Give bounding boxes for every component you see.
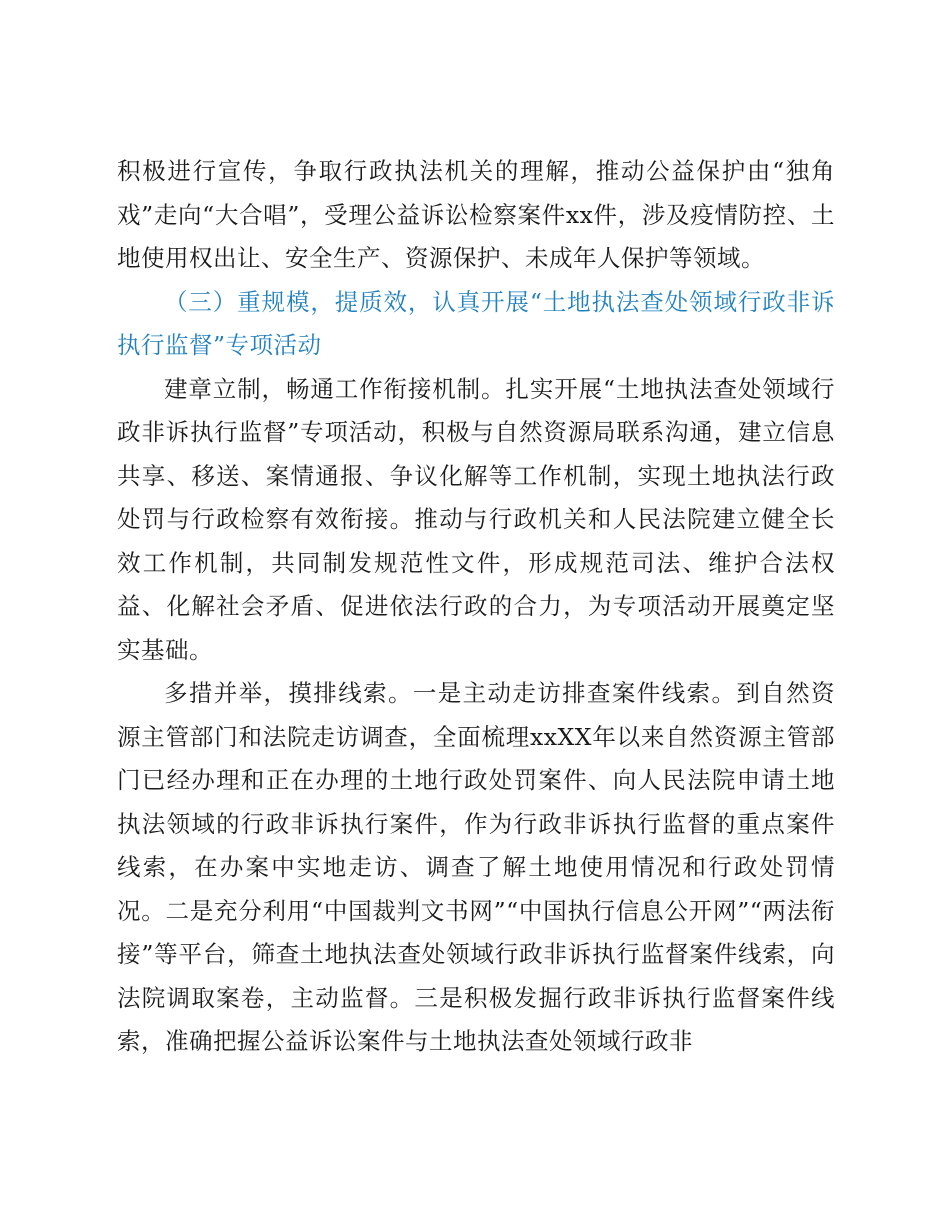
paragraph-continuation: 积极进行宣传，争取行政执法机关的理解，推动公益保护由“独角戏”走向“大合唱”，受理公益诉讼检察案件xx件，涉及疫情防控、土地使用权出让、安全生产、资源保护、未成年人保护等领域。	[117, 157, 835, 272]
section-heading: （三）重规模，提质效，认真开展“土地执法查处领域行政非诉执行监督”专项活动	[117, 287, 835, 359]
paragraph-clues: 多措并举，摸排线索。一是主动走访排查案件线索。到自然资源主管部门和法院走访调查，全面梳理xxXX年以来自然资源主管部门已经办理和正在办理的土地行政处罚案件、向人民法院申请土地执法领域的行政非诉执行案件，作为行政非诉执行监督的重点案件线索，在办案中实地走访、调查了解土地使用情况和行政处罚情况。二是充分利用“中国裁判文书网”“中国执行信息公开网”“两法衔接”等平台，筛查土地执法查处领域行政非诉执行监督案件线索，向法院调取案卷，主动监督。三是积极发掘行政非诉执行监督案件线索，准确把握公益诉讼案件与土地执法查处领域行政非	[117, 679, 835, 1055]
paragraph-mechanism: 建章立制，畅通工作衔接机制。扎实开展“土地执法查处领域行政非诉执行监督”专项活动，积极与自然资源局联系沟通，建立信息共享、移送、案情通报、争议化解等工作机制，实现土地执法行政处罚与行政检察有效衔接。推动与行政机关和人民法院建立健全长效工作机制，共同制发规范性文件，形成规范司法、维护合法权益、化解社会矛盾、促进依法行政的合力，为专项活动开展奠定坚实基础。	[117, 374, 835, 664]
document-page	[117, 150, 835, 1064]
